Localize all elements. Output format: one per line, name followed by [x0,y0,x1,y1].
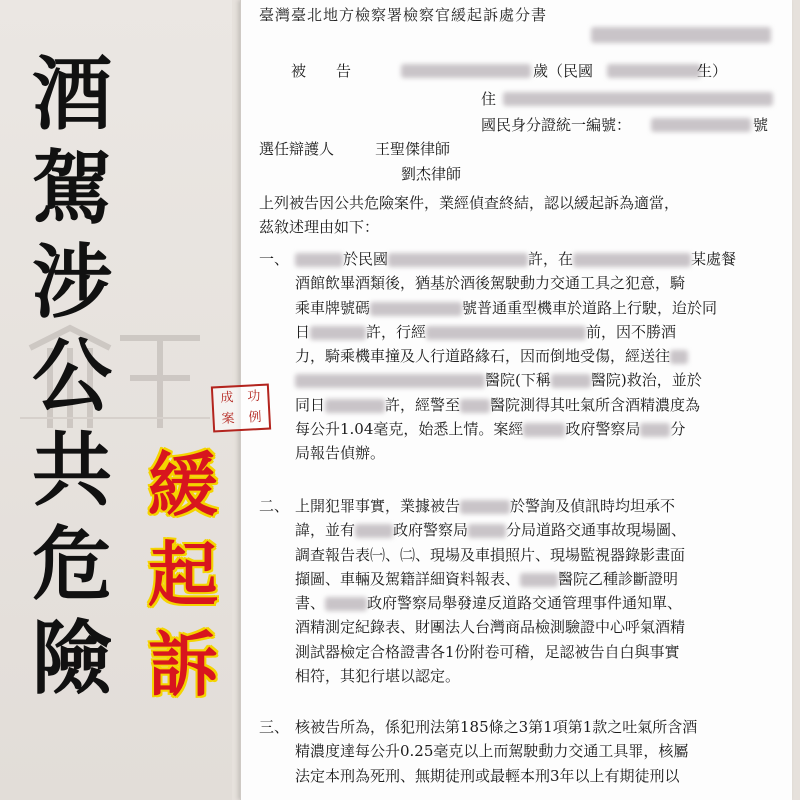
redaction [523,423,565,437]
section-line: 精濃度達每公升0.25毫克以上而駕駛動力交通工具罪，核屬 [295,742,689,761]
banner-highlight [138,440,228,710]
counsel-name: 劉杰律師 [401,165,462,183]
redaction [355,524,393,538]
id-suffix: 號 [753,116,769,134]
text-run: 醫院測得其吐氣所含酒精濃度為 [490,395,701,414]
success-case-stamp [211,384,271,433]
redacted-address [503,92,773,106]
redaction [520,573,558,587]
intro-paragraph [259,191,787,240]
section-line [295,247,789,271]
stamp-char: 功 [247,388,261,405]
address-label: 住 [481,90,497,108]
text-run: 於警詢及偵訊時均坦承不 [510,497,676,515]
text-run: 號普通重型機車於道路上行駛，迨於同 [462,298,718,317]
section-line [295,494,789,518]
section-line: 相符，其犯行堪以認定。 [295,667,461,686]
redaction [388,253,528,267]
section-line [295,320,789,344]
redaction [295,374,485,388]
section-line [295,344,789,368]
document-title: 臺灣臺北地方檢察署檢察官緩起訴處分書 [259,6,548,24]
section-line [295,368,789,392]
redaction [670,350,688,364]
section-3 [259,715,789,788]
text-run: 醫院乙種診斷證明 [558,569,679,588]
text-run: 於民國 [343,250,389,268]
section-line [295,296,789,320]
redaction [460,500,510,514]
redaction [640,423,670,437]
text-run: 某處餐 [691,250,737,268]
text-run: 擷圖、車輛及駕籍詳細資料報表、 [295,569,521,588]
section-line: 核被告所為，係犯刑法第185條之3第1項第1款之吐氣所含酒 [295,718,698,736]
text-run: 醫院)救治，並於 [590,371,702,390]
text-run: 乘車牌號碼 [295,298,371,317]
text-run: 政府警察局 [565,420,641,439]
text-run: 同日 [295,395,326,414]
redacted-name [401,64,531,78]
redaction [573,253,691,267]
redaction [325,597,367,611]
section-line [295,518,789,542]
text-run: 政府警察局舉發違反道路交通管理事件通知單、 [367,594,683,613]
text-run: 前，因不勝酒 [586,322,677,341]
intro-line: 上列被告因公共危險案件，業經偵查終結，認以緩起訴為適當， [259,194,680,212]
redaction [551,374,591,388]
banner-title [22,48,122,706]
section-line [295,417,789,441]
text-run: 力，騎乘機車撞及人行道路緣石，因而倒地受傷，經送往 [295,347,671,366]
section-number: 三、 [259,718,290,736]
banner-highlight-char: 起 [148,534,218,616]
stamp-char: 例 [248,409,262,426]
banner-title-char: 險 [32,612,112,705]
banner-title-char: 共 [32,424,112,517]
text-run: 許，在 [528,250,574,268]
banner-highlight-char: 緩 [148,444,218,526]
text-run: 諱，並有 [295,521,356,540]
redacted-id-number [651,118,751,132]
banner-title-char: 駕 [32,142,112,235]
section-line [295,393,789,417]
text-run: 每公升1.04毫克，始悉上情。案經 [295,420,524,439]
redaction [310,326,366,340]
id-label: 國民身分證統一編號： [481,116,632,134]
stamp-char: 成 [220,390,234,407]
text-run: 上開犯罪事實，業據被告 [295,497,461,515]
section-line: 酒館飲畢酒類後，猶基於酒後駕駛動力交通工具之犯意，騎 [295,274,686,293]
section-line: 法定本刑為死刑、無期徒刑或最輕本刑3年以上有期徒刑以 [295,766,680,785]
defendant-label: 被 告 [291,62,352,80]
section-line: 局報告偵辦。 [295,444,386,463]
age-label: 歲（民國 [533,62,594,80]
redaction [460,399,490,413]
redaction [370,302,462,316]
section-line: 測試器檢定合格證書各1份附卷可稽，足認被告自白與事實 [295,642,680,661]
redaction [468,524,506,538]
redaction [295,253,343,267]
banner-title-char: 危 [32,518,112,611]
redacted-birthdate [607,64,701,78]
section-line: 酒精測定紀錄表、財團法人台灣商品檢測驗證中心呼氣酒精 [295,618,686,637]
section-number: 一、 [259,250,290,268]
born-label: 生） [697,62,728,80]
text-run: 書、 [295,594,326,613]
section-1 [259,247,789,466]
section-2 [259,494,789,688]
text-run: 許，行經 [366,322,427,341]
text-run: 分 [670,420,686,439]
text-run: 分局道路交通事故現場圖、 [506,521,687,540]
counsel-name: 王聖傑律師 [375,140,451,158]
text-run: 許，經警至 [385,395,461,414]
text-run: 政府警察局 [393,521,469,540]
text-run: 日 [295,322,311,341]
section-line: 調查報告表㈠、㈡、現場及車損照片、現場監視器錄影畫面 [295,545,686,564]
redacted-case-number [591,27,771,43]
section-line [295,567,789,591]
left-banner [0,0,232,800]
section-line [295,591,789,615]
section-number: 二、 [259,497,290,515]
intro-line: 茲敘述理由如下： [259,218,380,237]
banner-title-char: 酒 [32,48,112,141]
counsel-label: 選任辯護人 [259,140,335,158]
banner-title-char: 公 [32,330,112,423]
redaction [426,326,586,340]
redaction [325,399,385,413]
banner-highlight-char: 訴 [148,624,218,706]
stamp-char: 案 [221,411,235,428]
indictment-document [240,0,792,800]
text-run: 醫院(下稱 [485,371,551,390]
banner-title-char: 涉 [32,236,112,329]
